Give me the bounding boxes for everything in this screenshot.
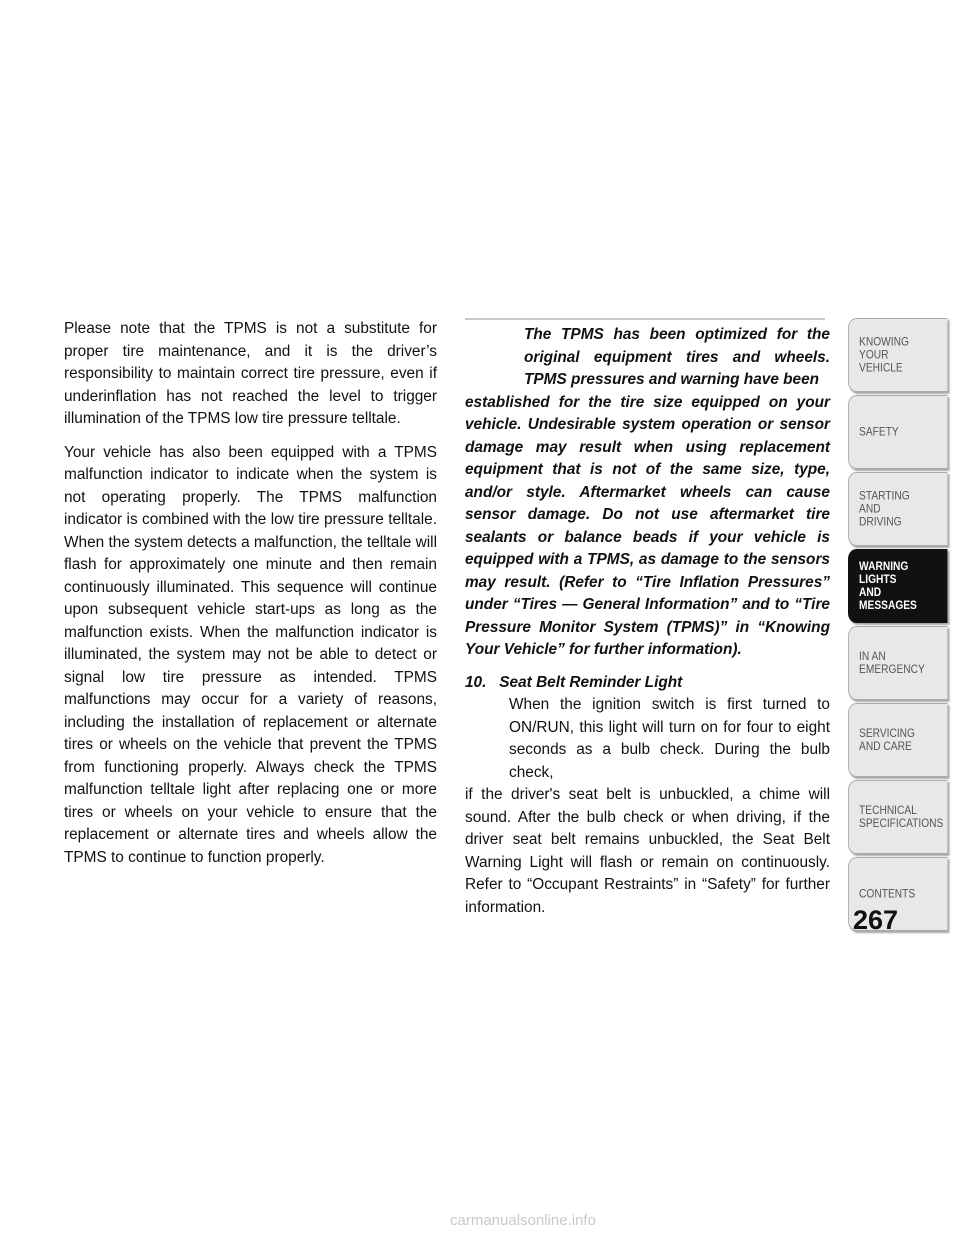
tab-label: SERVICING AND CARE [859,726,915,753]
tab-label: IN AN EMERGENCY [859,649,925,676]
seat-belt-lead: When the ignition switch is first turned to ON/RUN, this light will turn on for four to eight seconds as a bulb check. During the bulb check, [509,696,830,781]
tab-label: SAFETY [859,424,899,439]
seat-belt-description [465,694,830,919]
left-column [64,318,437,880]
tab-label: WARNING LIGHTS AND MESSAGES [859,559,917,612]
tab-technical-specifications[interactable] [848,780,947,854]
tab-label: TECHNICAL SPECIFICATIONS [859,803,944,830]
caution-lead: The TPMS has been optimized for the original equipment tires and wheels. TPMS pressures and warning have been [524,326,830,388]
page-number: 267 [853,905,899,935]
item-title: Seat Belt Reminder Light [499,673,683,691]
right-column [465,318,830,919]
section-tabs [848,318,948,934]
tab-knowing-your-vehicle[interactable] [848,318,947,392]
item-number: 10. [465,673,487,691]
tab-label: KNOWING YOUR VEHICLE [859,334,909,375]
tab-safety[interactable] [848,395,947,469]
watermark: carmanualsonline.info [450,1212,596,1229]
caution-rest: established for the tire size equipped on your vehicle. Undesirable system operation or sensor damage may result when using replacement equipment that is not of the same size, type, and/or style. Aftermarket wheels can cause sensor damage. Do not use aftermarket tire sealants or balance beads if your vehicle is equipped with a TPMS, as damage to the sensors may result. (Refer to “Tire Inflation Pressures” under “Tires — General Information” and to “Tire Pressure Monitor System (TPMS)” in “Knowing Your Vehicle” for further information). [465,393,830,658]
tab-label: STARTING AND DRIVING [859,488,910,529]
tab-starting-and-driving[interactable] [848,472,947,546]
tab-label: CONTENTS [859,886,916,901]
warning-divider [465,318,825,320]
paragraph-tpms-note: Please note that the TPMS is not a substitute for proper tire maintenance, and it is the driver’s responsibility to maintain correct tire pressure, even if underinflation has not reached the level to trigger illumination of the TPMS low tire pressure telltale. [64,320,437,427]
tpms-caution-text [465,324,830,662]
paragraph-tpms-malfunction: Your vehicle has also been equipped with a TPMS malfunction indicator to indicate when the system is not operating properly. The TPMS malfunction indicator is combined with the low tire pressure telltale. When the system detects a malfunction, the telltale will flash for approximately one minute and then remain continuously illuminated. This sequence will continue upon subsequent vehicle start-ups as long as the malfunction exists. When the malfunction indicator is illuminated, the system may not be able to detect or signal low tire pressure as intended. TPMS malfunctions may occur for a variety of reasons, including the installation of replacement or alternate tires or wheels on the vehicle that prevent the TPMS from functioning properly. Always check the TPMS malfunction telltale light after replacing one or more tires or wheels on your vehicle to ensure that the replacement or alternate tires and wheels allow the TPMS to continue to function properly. [64,443,437,866]
tab-servicing-and-care[interactable] [848,703,947,777]
tab-in-an-emergency[interactable] [848,626,947,700]
tab-warning-lights-and-messages[interactable] [848,549,947,623]
seat-belt-rest: if the driver's seat belt is unbuckled, a chime will sound. After the bulb check or when driving, if the driver seat belt remains unbuckled, the Seat Belt Warning Light will flash or remain on continuously. Refer to “Occupant Restraints” in “Safety” for further information. [465,786,830,916]
seat-belt-heading [465,672,830,695]
